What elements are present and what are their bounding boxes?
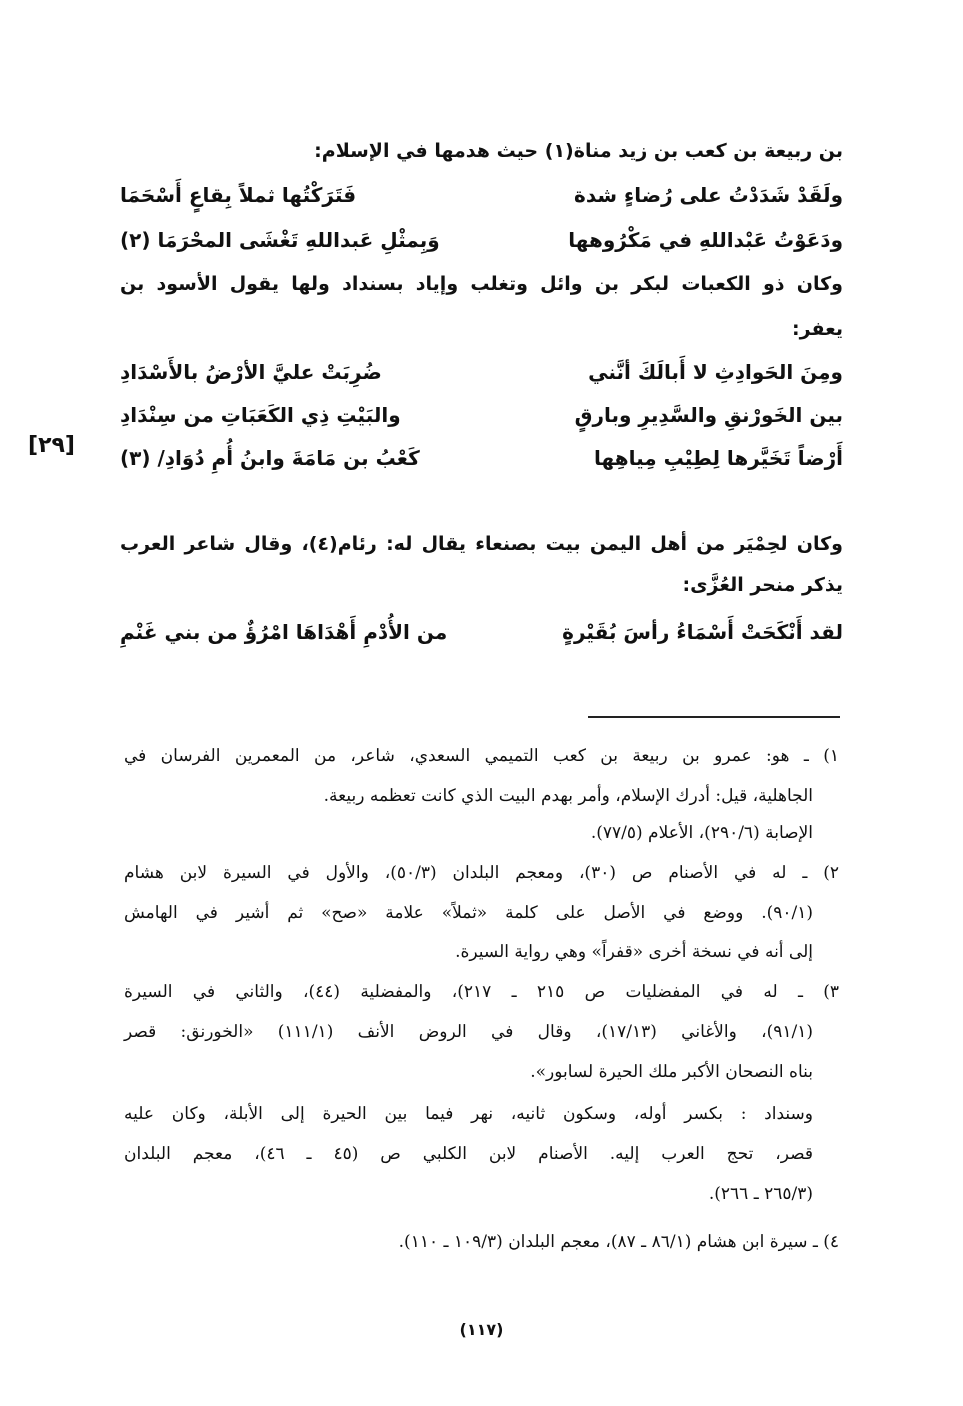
verse-second-hemistich: فَتَرَكْتُها ثملاً بِقاعٍ أَسْحَمَا	[120, 183, 357, 207]
verse-second-hemistich: من الأُدْمِ أَهْدَاهَا امْرُؤٌ من بني غَنْمِ	[120, 620, 448, 644]
footnote-line: إلى أنه في نسخة أخرى «قفراً» وهي رواية السيرة.	[455, 942, 813, 962]
footnote-line: (٩٠/١). ووضع في الأصل على كلمة «ثملاً» علامة «صح» ثم أشير في الهامش	[124, 903, 813, 923]
footnote-line: (٢٦٥/٣ ـ ٢٦٦).	[708, 1184, 813, 1204]
verse-first-hemistich: ولَقَدْ شَدَدْتُ على رُضاءٍ شدة	[574, 183, 843, 207]
footnote-line: الجاهلية، قيل: أدرك الإسلام، وأمر بهدم البيت الذي كانت تعظمه ربيعة.	[323, 786, 813, 806]
verse-first-hemistich: بين الخَورْنقِ والسَّدِيرِ وبارقٍ	[574, 403, 843, 427]
footnote-line: بناه النصحان الأكبر ملك الحيرة لسابور».	[530, 1062, 813, 1082]
paragraph-line: وكان لحِمْيَر من أهل اليمن بيت بصنعاء يقال له: رئام(٤)، وقال شاعر العرب	[120, 533, 843, 555]
page-number: (١١٧)	[459, 1320, 504, 1339]
verse-second-hemistich: وَبِمثْلِ عَبداللهِ تَغْشَى المحْرَمَا (٢)	[120, 228, 440, 252]
verse-first-hemistich: ودَعَوْتُ عَبْداللهِ في مَكْرُوهها	[568, 228, 843, 252]
paragraph-line: وكان ذو الكعبات لبكر بن وائل وتغلب وإياد بسنداد ولها يقول الأسود بن	[120, 273, 843, 295]
footnote-line: وسنداد : بكسر أوله، وسكون ثانيه، نهر فيما بين الحيرة إلى الأبلة، وكان عليه	[124, 1104, 813, 1124]
footnote-separator	[588, 716, 840, 718]
paragraph-line: يذكر منحر العُزَّى:	[682, 574, 843, 596]
verse-second-hemistich: والبَيْتِ ذِي الكَعَبَاتِ من سِنْدَادِ	[120, 403, 401, 427]
verse-first-hemistich: ومِنَ الحَوادِثِ لا أَبالَكَ أنَّني	[588, 360, 843, 384]
footnote-line: ١) ـ هو: عمرو بن ربيعة بن كعب التميمي السعدي، شاعر، من المعمرين الفرسان في	[124, 746, 839, 766]
verse-second-hemistich: ضُرِبَتْ عليَّ الأرْضُ بالأَسْدَادِ	[120, 360, 382, 384]
footnote-line: (٩١/١)، والأغاني (١٧/١٣)، وقال في الروض الأنف (١١١/١) «الخورنق: قصر	[124, 1022, 813, 1042]
verse-first-hemistich: أَرْضاً تَخَيَّرها لِطِيْبِ مِياهِها	[594, 446, 843, 470]
footnote-line: ٣) ـ له في المفضليات ص ٢١٥ ـ ٢١٧)، والمفضلية (٤٤)، والثاني في السيرة	[124, 982, 839, 1002]
paragraph-line: يعفر:	[792, 318, 843, 340]
footnote-line: ٢) ـ له في الأصنام ص (٣٠)، ومعجم البلدان (٥٠/٣)، والأول في السيرة لابن هشام	[124, 863, 840, 883]
paragraph-line: بن ربيعة بن كعب بن زيد مناة(١) حيث هدمها في الإسلام:	[314, 140, 843, 162]
footnote-line: الإصابة (٢٩٠/٦)، الأعلام (٧٧/٥).	[590, 823, 813, 843]
footnote-line: قصر، تحج العرب إليه. الأصنام لابن الكلبي ص (٤٥ ـ ٤٦)، معجم البلدان	[124, 1144, 813, 1164]
verse-first-hemistich: لقد أَنْكَحَتْ أَسْمَاءُ رأسَ بُقَيْرةٍ	[562, 620, 843, 644]
verse-second-hemistich: كَعْبُ بن مَامَةَ وابنُ أُمِ دُوَادِ/ (٣)	[120, 446, 420, 470]
margin-page-number: [٢٩]	[28, 433, 75, 458]
footnote-line: ٤) ـ سيرة ابن هشام (٨٦/١ ـ ٨٧)، معجم البلدان (١٠٩/٣ ـ ١١٠).	[398, 1232, 839, 1252]
